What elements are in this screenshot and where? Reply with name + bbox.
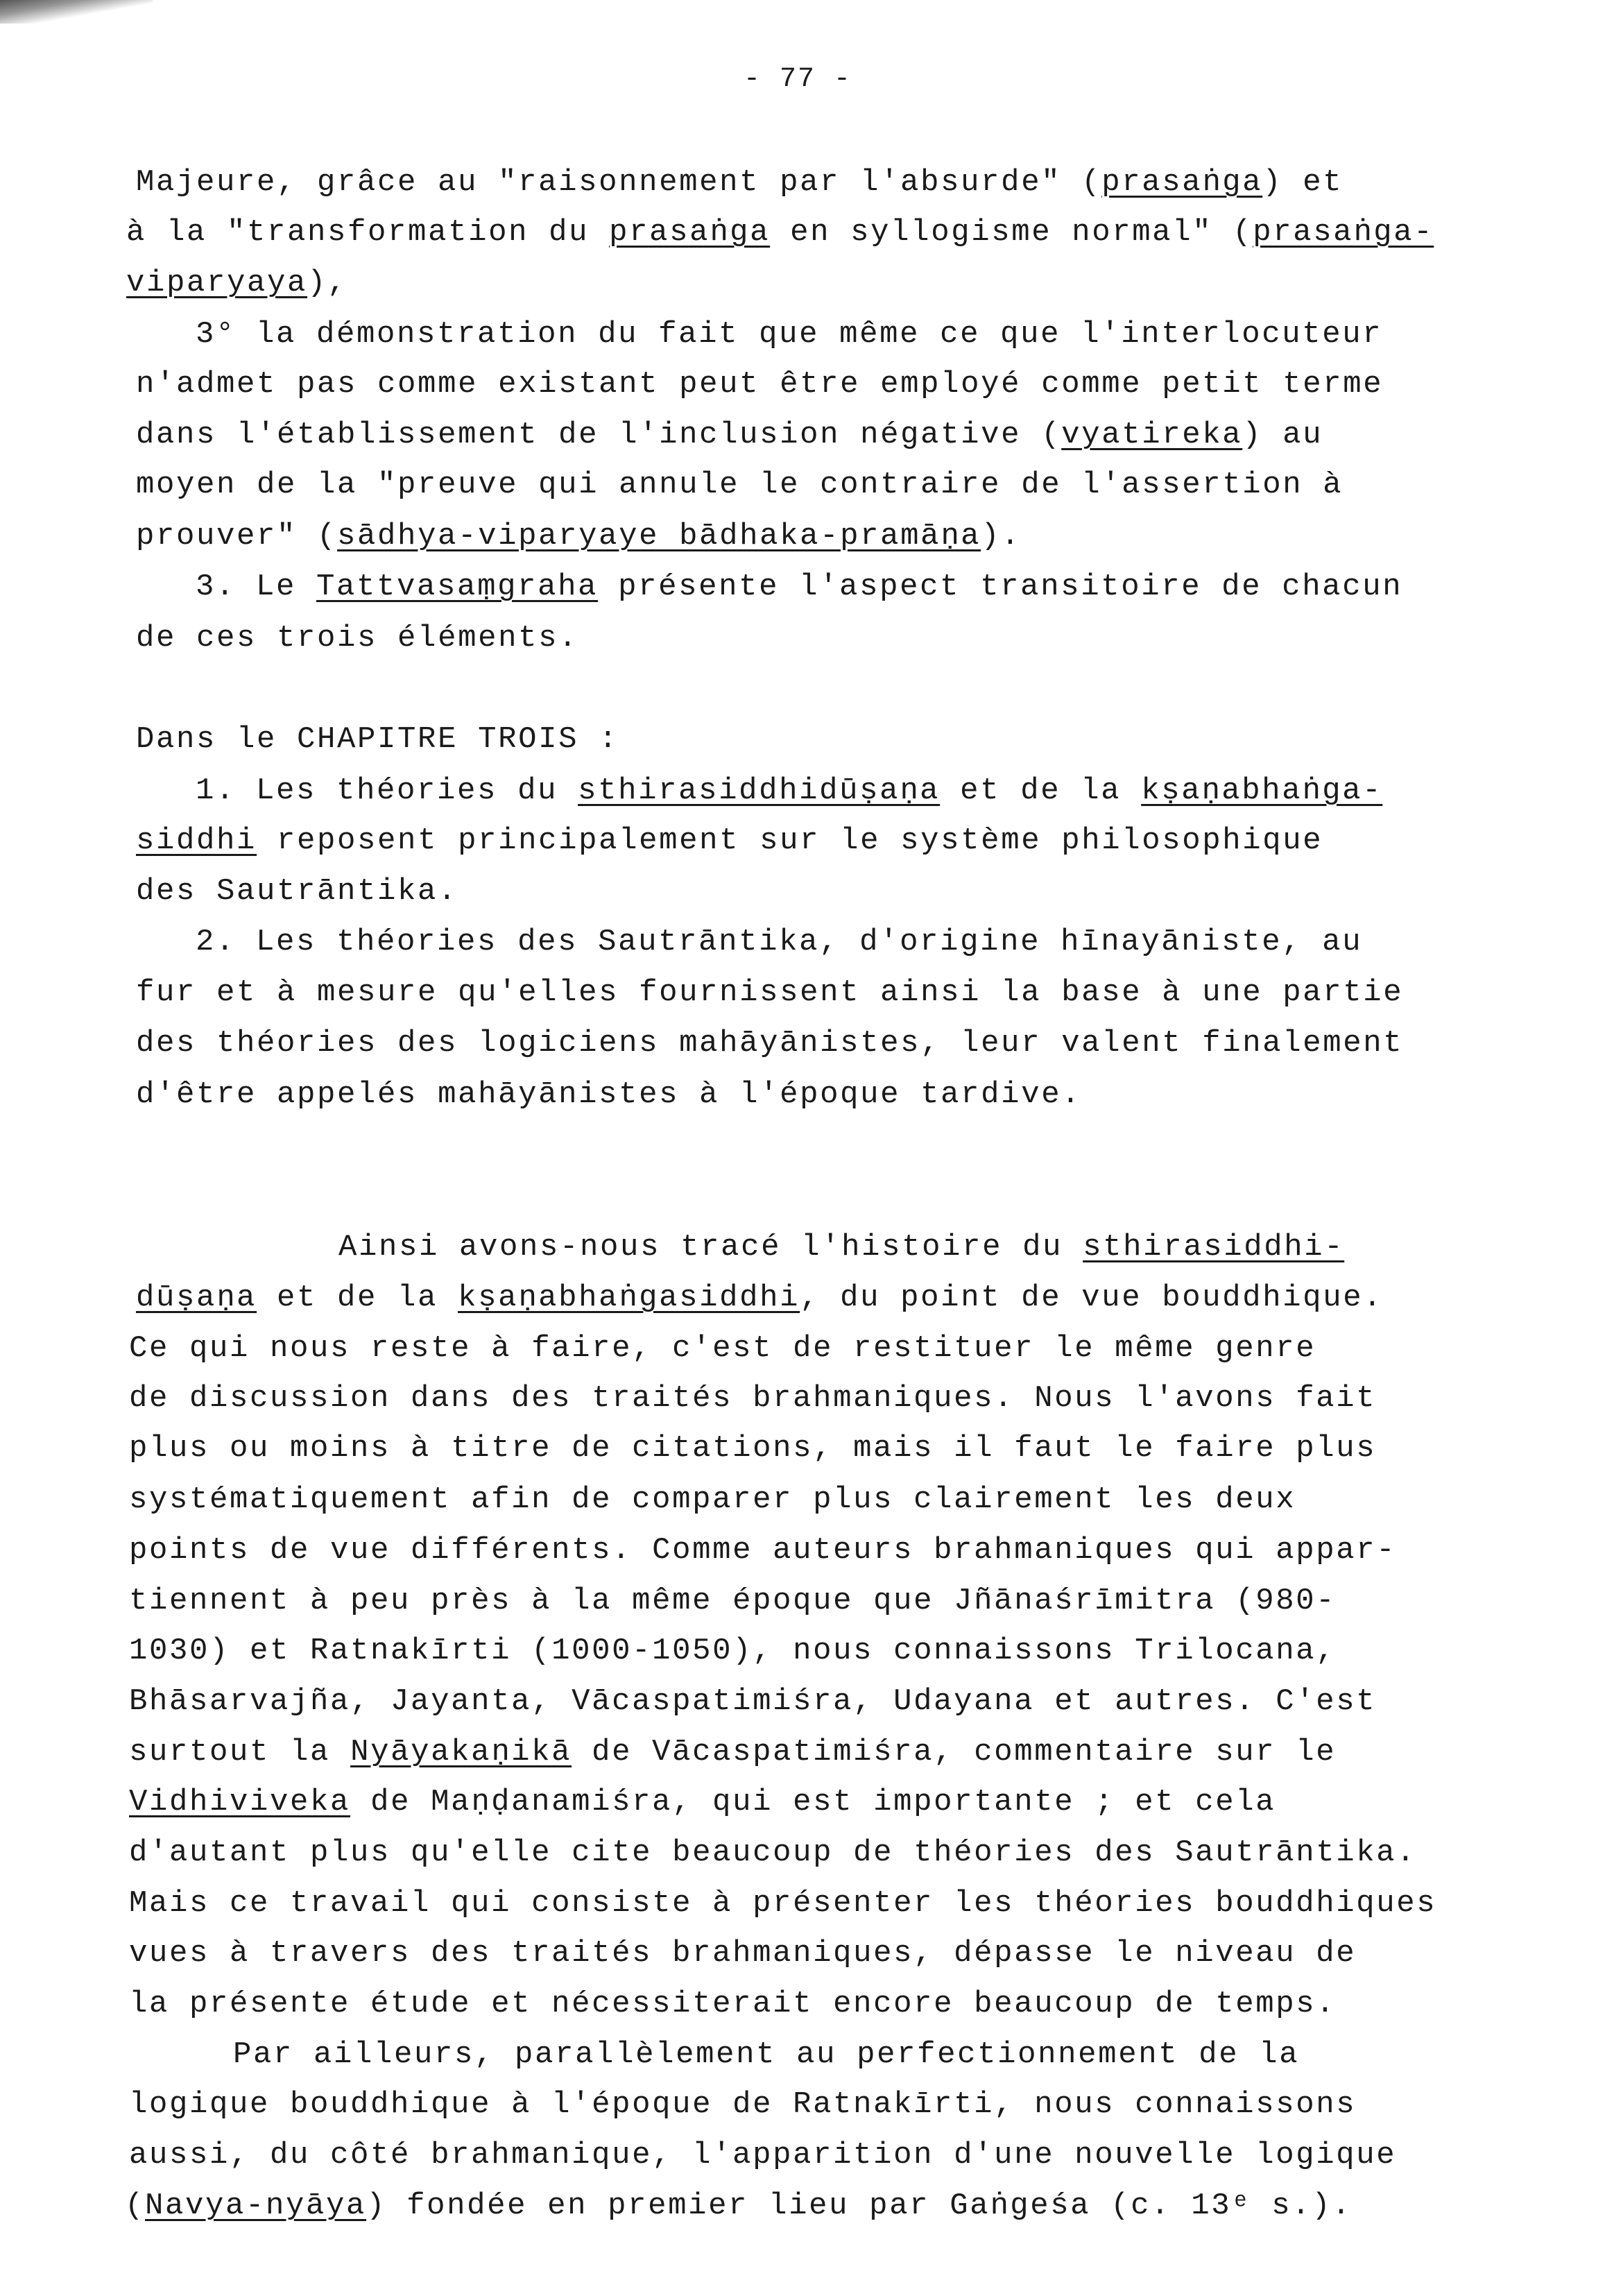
text-line xyxy=(136,465,1343,504)
underlined-term: prasaṅga xyxy=(1101,165,1263,200)
text-run: dans l'établissement de l'inclusion négative ( xyxy=(136,418,1062,452)
underlined-term: kṣaṇabhaṅga- xyxy=(1141,773,1383,808)
text-line xyxy=(196,567,1402,606)
text-run: à la "transformation du xyxy=(126,215,610,250)
text-run: de Maṇḍanamiśra, qui est importante ; et cela xyxy=(350,1785,1276,1819)
underlined-term: Navya-nyāya xyxy=(145,2188,367,2223)
text-line xyxy=(136,1278,1383,1317)
text-run: fur et à mesure qu'elles fournissent ainsi la base à une partie xyxy=(136,975,1404,1010)
text-run: Dans le CHAPITRE TROIS : xyxy=(136,722,619,757)
text-run: logique bouddhique à l'époque de Ratnakīrti, nous connaissons xyxy=(129,2087,1357,2122)
underlined-term: siddhi xyxy=(136,823,257,858)
text-run: ( xyxy=(125,2188,146,2223)
text-line xyxy=(129,2085,1356,2124)
underlined-term: prasaṅga xyxy=(609,215,771,250)
underlined-term: dūṣaṇa xyxy=(136,1280,257,1315)
text-run: n'admet pas comme existant peut être employé comme petit terme xyxy=(136,367,1384,402)
text-line xyxy=(129,1783,1276,1822)
text-line xyxy=(129,1531,1396,1570)
text-run: plus ou moins à titre de citations, mais il faut le faire plus xyxy=(129,1431,1377,1466)
text-line xyxy=(136,517,1021,556)
text-run: reposent principalement sur le système philosophique xyxy=(257,823,1323,858)
text-run: 3. Le xyxy=(196,569,317,604)
text-run: prouver" ( xyxy=(136,519,338,554)
text-run: moyen de la "preuve qui annule le contraire de l'assertion à xyxy=(136,468,1343,502)
text-line xyxy=(338,1228,1344,1267)
text-line xyxy=(126,264,347,302)
text-line xyxy=(136,973,1403,1012)
text-run: des théories des logiciens mahāyānistes, leur valent finalement xyxy=(136,1026,1404,1061)
text-line xyxy=(129,1682,1376,1721)
underlined-term: sthirasiddhidūṣaṇa xyxy=(578,773,941,808)
text-run: Bhāsarvajña, Jayanta, Vācaspatimiśra, Udayana et autres. C'est xyxy=(129,1684,1377,1719)
text-run: Mais ce travail qui consiste à présenter les théories bouddhiques xyxy=(129,1886,1437,1921)
text-run: 1030) et Ratnakīrti (1000-1050), nous connaissons Trilocana, xyxy=(129,1634,1337,1668)
text-run: aussi, du côté brahmanique, l'apparition d'une nouvelle logique xyxy=(129,2138,1397,2173)
underlined-term: Nyāyakaṇikā xyxy=(350,1735,572,1770)
text-line xyxy=(196,315,1382,354)
text-run: des Sautrāntika. xyxy=(136,874,458,909)
text-line xyxy=(125,2186,1352,2225)
text-run: surtout la xyxy=(129,1735,351,1770)
text-line xyxy=(129,1733,1336,1772)
text-line xyxy=(129,1631,1336,1670)
underlined-term: viparyaya xyxy=(126,266,308,300)
text-run: ). xyxy=(981,519,1022,554)
text-run: , du point de vue bouddhique. xyxy=(800,1280,1384,1315)
text-line xyxy=(136,365,1383,404)
underlined-term: Tattvasaṃgraha xyxy=(316,569,599,604)
text-line xyxy=(126,213,1434,252)
text-line xyxy=(233,2035,1299,2074)
text-run: d'autant plus qu'elle cite beaucoup de théories des Sautrāntika. xyxy=(129,1835,1417,1870)
text-run: ), xyxy=(307,266,348,300)
text-run: de Vācaspatimiśra, commentaire sur le xyxy=(572,1735,1337,1770)
underlined-term: sādhya-viparyaye bādhaka-pramāṇa xyxy=(337,519,981,554)
text-line xyxy=(129,1429,1376,1468)
text-line xyxy=(129,1884,1436,1923)
text-run: 1. Les théories du xyxy=(196,773,578,808)
text-line xyxy=(129,1480,1296,1519)
underlined-term: sthirasiddhi- xyxy=(1083,1230,1345,1265)
text-run: la présente étude et nécessiterait encore beaucoup de temps. xyxy=(129,1987,1337,2021)
text-run: tiennent à peu près à la même époque que Jñānaśrīmitra (980- xyxy=(129,1584,1337,1618)
text-line xyxy=(129,1985,1336,2023)
underlined-term: Vidhiviveka xyxy=(129,1785,351,1819)
text-line xyxy=(136,163,1343,202)
text-line xyxy=(129,1329,1316,1368)
text-line xyxy=(129,2136,1396,2175)
text-run: en syllogisme normal" ( xyxy=(770,215,1253,250)
text-line xyxy=(196,923,1362,961)
text-run: systématiquement afin de comparer plus clairement les deux xyxy=(129,1482,1296,1517)
page-number: - 77 - xyxy=(743,64,852,95)
scan-corner-mark xyxy=(0,0,153,24)
text-run: ) au xyxy=(1242,418,1323,452)
text-run: ) et xyxy=(1262,165,1343,200)
text-line xyxy=(136,415,1323,454)
text-run: 2. Les théories des Sautrāntika, d'origine hīnayāniste, au xyxy=(196,925,1363,959)
text-run: et de la xyxy=(940,773,1142,808)
text-run: et de la xyxy=(257,1280,458,1315)
text-run: Ainsi avons-nous tracé l'histoire du xyxy=(338,1230,1083,1265)
text-line xyxy=(136,619,578,658)
text-run: de discussion dans des traités brahmaniques. Nous l'avons fait xyxy=(129,1381,1377,1416)
text-run: ) fondée en premier lieu par Gaṅgeśa (c. 13ᵉ s.). xyxy=(366,2188,1352,2223)
text-line xyxy=(129,1934,1356,1973)
text-run: présente l'aspect transitoire de chacun xyxy=(598,569,1403,604)
text-run: Majeure, grâce au "raisonnement par l'absurde" ( xyxy=(136,165,1102,200)
text-line xyxy=(196,771,1382,810)
text-line xyxy=(129,1582,1336,1620)
text-line xyxy=(136,720,619,759)
underlined-term: prasaṅga- xyxy=(1253,215,1434,250)
underlined-term: vyatireka xyxy=(1061,418,1243,452)
text-line xyxy=(136,821,1323,860)
text-line xyxy=(136,872,458,911)
text-line xyxy=(136,1075,1081,1114)
text-line xyxy=(129,1379,1376,1418)
text-run: de ces trois éléments. xyxy=(136,621,579,656)
text-run: vues à travers des traités brahmaniques, dépasse le niveau de xyxy=(129,1936,1357,1971)
text-run: 3° la démonstration du fait que même ce que l'interlocuteur xyxy=(196,317,1383,352)
text-line xyxy=(129,1833,1416,1872)
text-line xyxy=(136,1024,1403,1063)
text-run: Ce qui nous reste à faire, c'est de restituer le même genre xyxy=(129,1331,1316,1366)
text-run: points de vue différents. Comme auteurs brahmaniques qui appar- xyxy=(129,1533,1397,1568)
text-run: Par ailleurs, parallèlement au perfectionnement de la xyxy=(233,2037,1300,2072)
text-run: d'être appelés mahāyānistes à l'époque tardive. xyxy=(136,1077,1082,1112)
underlined-term: kṣaṇabhaṅgasiddhi xyxy=(458,1280,800,1315)
